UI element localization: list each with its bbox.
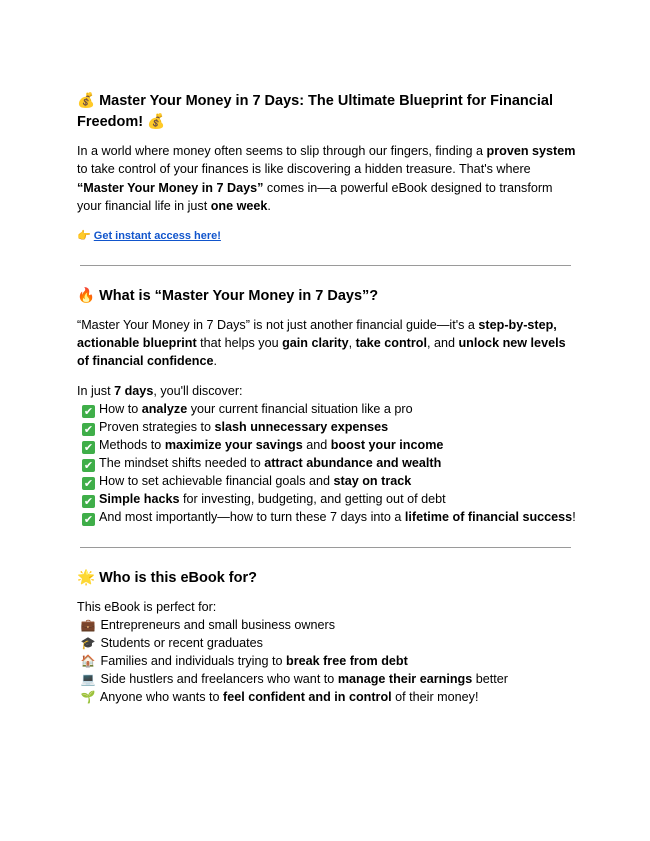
check-mark-icon: ✔: [83, 422, 94, 436]
list-item: ✔ Proven strategies to slash unnecessary expenses: [83, 419, 389, 436]
document-content: [77, 91, 577, 706]
list-item: ✔ And most importantly—how to turn these 7 days into a lifetime of financial success!: [83, 509, 576, 526]
cta-line: [77, 228, 577, 244]
list-item: 💼 Entrepreneurs and small business owners: [80, 617, 336, 632]
list-item: 🏠 Families and individuals trying to break free from debt: [80, 653, 408, 668]
instant-access-link[interactable]: Get instant access here!: [93, 229, 221, 242]
check-mark-icon: ✔: [83, 404, 94, 418]
list-item: ✔ How to analyze your current financial situation like a pro: [83, 401, 413, 418]
list-item: ✔ How to set achievable financial goals and stay on track: [83, 473, 412, 490]
section2-paragraph: “Master Your Money in 7 Days” is not just another financial guide—it's a step-by-step, actionable blueprint that helps you gain clarity, take control, and unlock new levels of financial confidence.: [77, 317, 566, 369]
check-mark-icon: ✔: [83, 494, 94, 508]
pointing-hand-icon: 👉: [77, 228, 91, 242]
section1-heading: [77, 91, 577, 133]
check-mark-icon: ✔: [83, 440, 94, 454]
list-item: ✔ Simple hacks for investing, budgeting, and getting out of debt: [83, 491, 446, 508]
section2-heading: [77, 286, 577, 307]
money-bag-icon: 💰: [77, 93, 96, 109]
briefcase-icon: 💼: [80, 617, 96, 632]
fire-icon: 🔥: [77, 287, 96, 304]
section1-paragraph: In a world where money often seems to slip through our fingers, finding a proven system to take control of your finances is like discovering a hidden treasure. That's where “Master Your Money in 7 Days” comes in—a powerful eBook designed to transform your financial life in just one week.: [77, 144, 576, 214]
section1-title: Master Your Money in 7 Days: The Ultimate Blueprint for Financial Freedom!: [77, 93, 553, 130]
list-item: ✔ The mindset shifts needed to attract abundance and wealth: [83, 455, 442, 472]
list-intro: In just 7 days, you'll discover:: [77, 383, 243, 398]
check-mark-icon: ✔: [83, 512, 94, 526]
list-item: ✔ Methods to maximize your savings and boost your income: [83, 437, 444, 454]
check-mark-icon: ✔: [83, 458, 94, 472]
glowing-star-icon: 🌟: [77, 569, 96, 586]
discover-list: [77, 382, 577, 526]
list-item: 💻 Side hustlers and freelancers who want to manage their earnings better: [80, 671, 508, 686]
section2-title: What is “Master Your Money in 7 Days”?: [99, 287, 379, 304]
section3-heading: [77, 568, 577, 589]
section3-title: Who is this eBook for?: [99, 569, 257, 586]
list-item: 🎓 Students or recent graduates: [80, 635, 263, 650]
house-icon: 🏠: [80, 653, 96, 668]
list-intro: This eBook is perfect for:: [77, 599, 217, 614]
list-item: 🌱 Anyone who wants to feel confident and in control of their money!: [80, 689, 479, 704]
money-bag-icon: 💰: [147, 114, 166, 130]
laptop-worker-icon: 💻: [80, 671, 96, 686]
audience-list: [77, 598, 577, 706]
check-mark-icon: ✔: [83, 476, 94, 490]
seedling-icon: 🌱: [80, 689, 96, 704]
graduate-icon: 🎓: [80, 635, 96, 650]
